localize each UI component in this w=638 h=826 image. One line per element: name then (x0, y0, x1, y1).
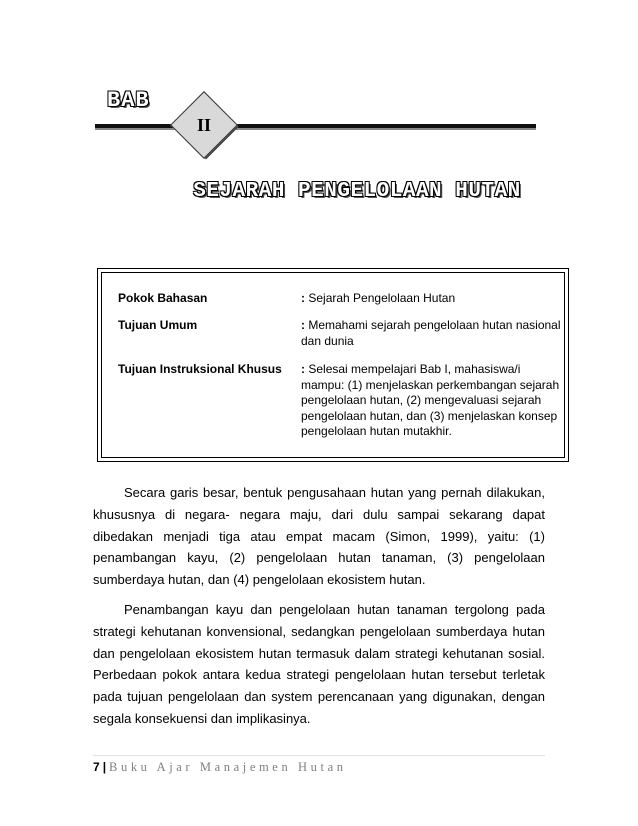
objectives-box-inner (101, 272, 565, 458)
objective-key: Tujuan Instruksional Khusus (118, 362, 282, 376)
heading-rule-right (236, 124, 536, 130)
book-title: Buku Ajar Manajemen Hutan (109, 760, 347, 774)
chapter-number: II (196, 114, 211, 135)
objective-value: : Sejarah Pengelolaan Hutan (301, 291, 456, 305)
chapter-title: SEJARAH PENGELOLAAN HUTAN (193, 180, 521, 203)
page-number: 7 (93, 760, 100, 774)
footer-rule (93, 755, 545, 756)
page-footer (93, 760, 347, 775)
objectives-box (97, 268, 569, 462)
objective-key: Pokok Bahasan (118, 291, 208, 305)
body-paragraph-2: Penambangan kayu dan pengelolaan hutan tanaman tergolong pada strategi kehutanan konvensional, sedangkan pengelolaan sumberdaya hutan dan pengelolaan ekosistem hutan termasuk dalam strategi kehutanan sosial. Perbedaan pokok antara kedua strategi pengelolaan hutan tersebut terletak pada tujuan pengelolaan dan system perencanaan yang digunakan, dengan segala konsekuensi dan implikasinya. (93, 602, 545, 726)
objective-key: Tujuan Umum (118, 318, 198, 332)
objective-value: : Selesai mempelajari Bab I, mahasiswa/i mampu: (1) menjelaskan perkembangan sejarah pengelolaan hutan, (2) mengevaluasi sejarah pengelolaan hutan, dan (3) menjelaskan konsep pengelolaan hutan mutakhir. (301, 362, 560, 438)
objective-value: : Memahami sejarah pengelolaan hutan nasional dan dunia (301, 318, 561, 348)
body-paragraph-1: Secara garis besar, bentuk pengusahaan hutan yang pernah dilakukan, khususnya di negara- negara maju, dari dulu sampai sekarang dapat dibedakan menjadi tiga atau empat macam (Simon, 1999), yaitu: (1) penambangan kayu, (2) pengelolaan hutan tanaman, (3) pengelolaan sumberdaya hutan, dan (4) pengelolaan ekosistem hutan. (93, 485, 545, 588)
footer-separator: | (102, 760, 107, 774)
chapter-label: BAB (107, 88, 150, 113)
